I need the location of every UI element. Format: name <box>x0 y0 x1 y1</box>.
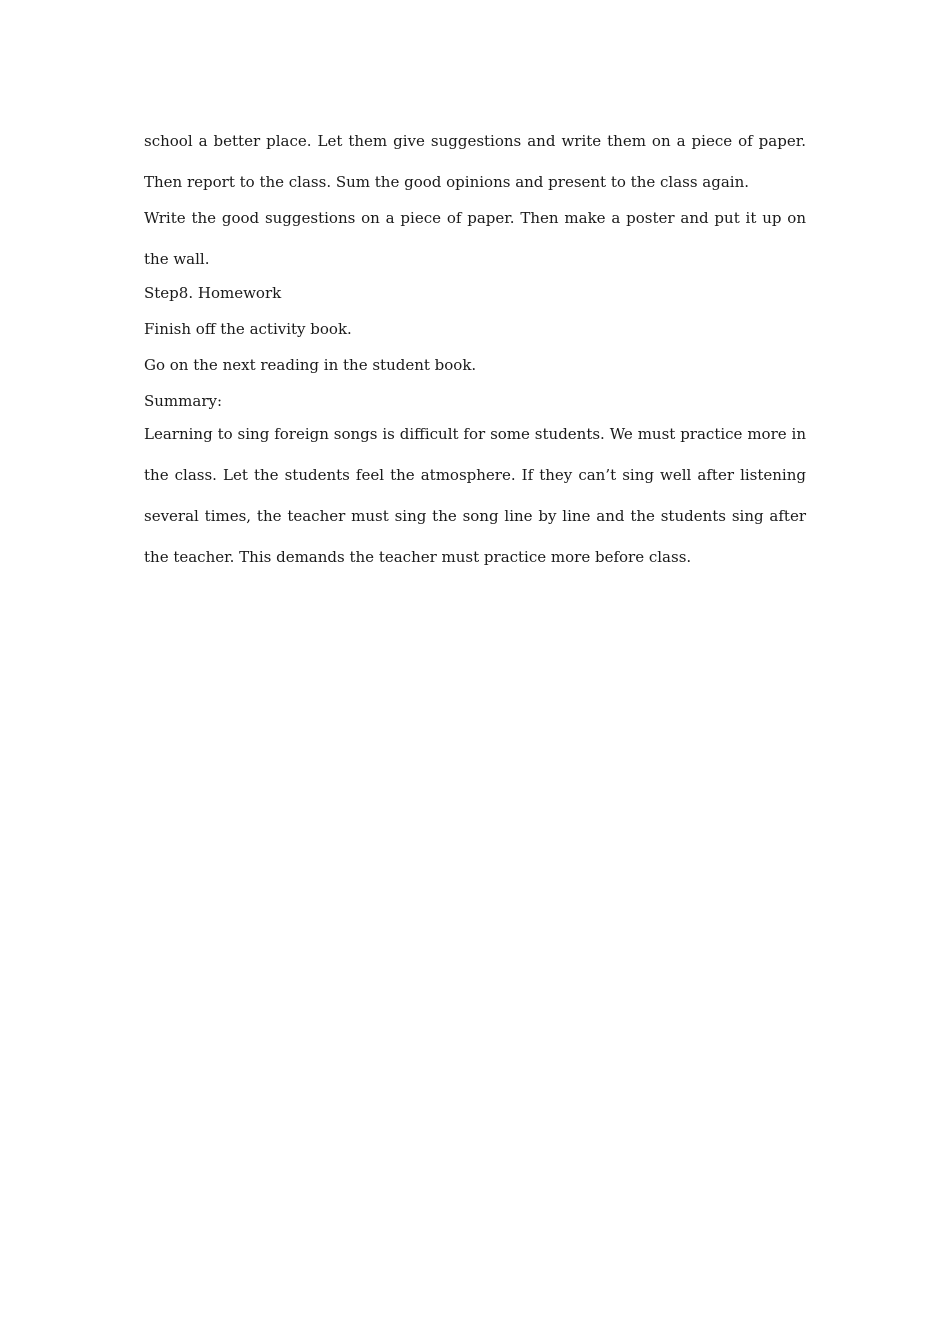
paragraph-next-reading: Go on the next reading in the student book. <box>144 356 477 374</box>
paragraph-poster: Write the good suggestions on a piece of paper. Then make a poster and put it up on the wall. <box>144 209 806 268</box>
paragraph-summary: Learning to sing foreign songs is difficult for some students. We must practice more in the class. Let the students feel the atmosphere. If they can’t sing well after listening several times, the teacher must sing the song line by line and the students sing after the teacher. This demands the teacher must practice more before class. <box>144 425 806 566</box>
paragraph-activity-book: Finish off the activity book. <box>144 320 352 338</box>
document-body <box>144 121 806 578</box>
paragraph-suggestions: school a better place. Let them give suggestions and write them on a piece of paper. Then report to the class. Sum the good opinions and present to the class again. <box>144 132 806 191</box>
summary-heading: Summary: <box>144 392 223 410</box>
step8-heading: Step8. Homework <box>144 284 282 302</box>
